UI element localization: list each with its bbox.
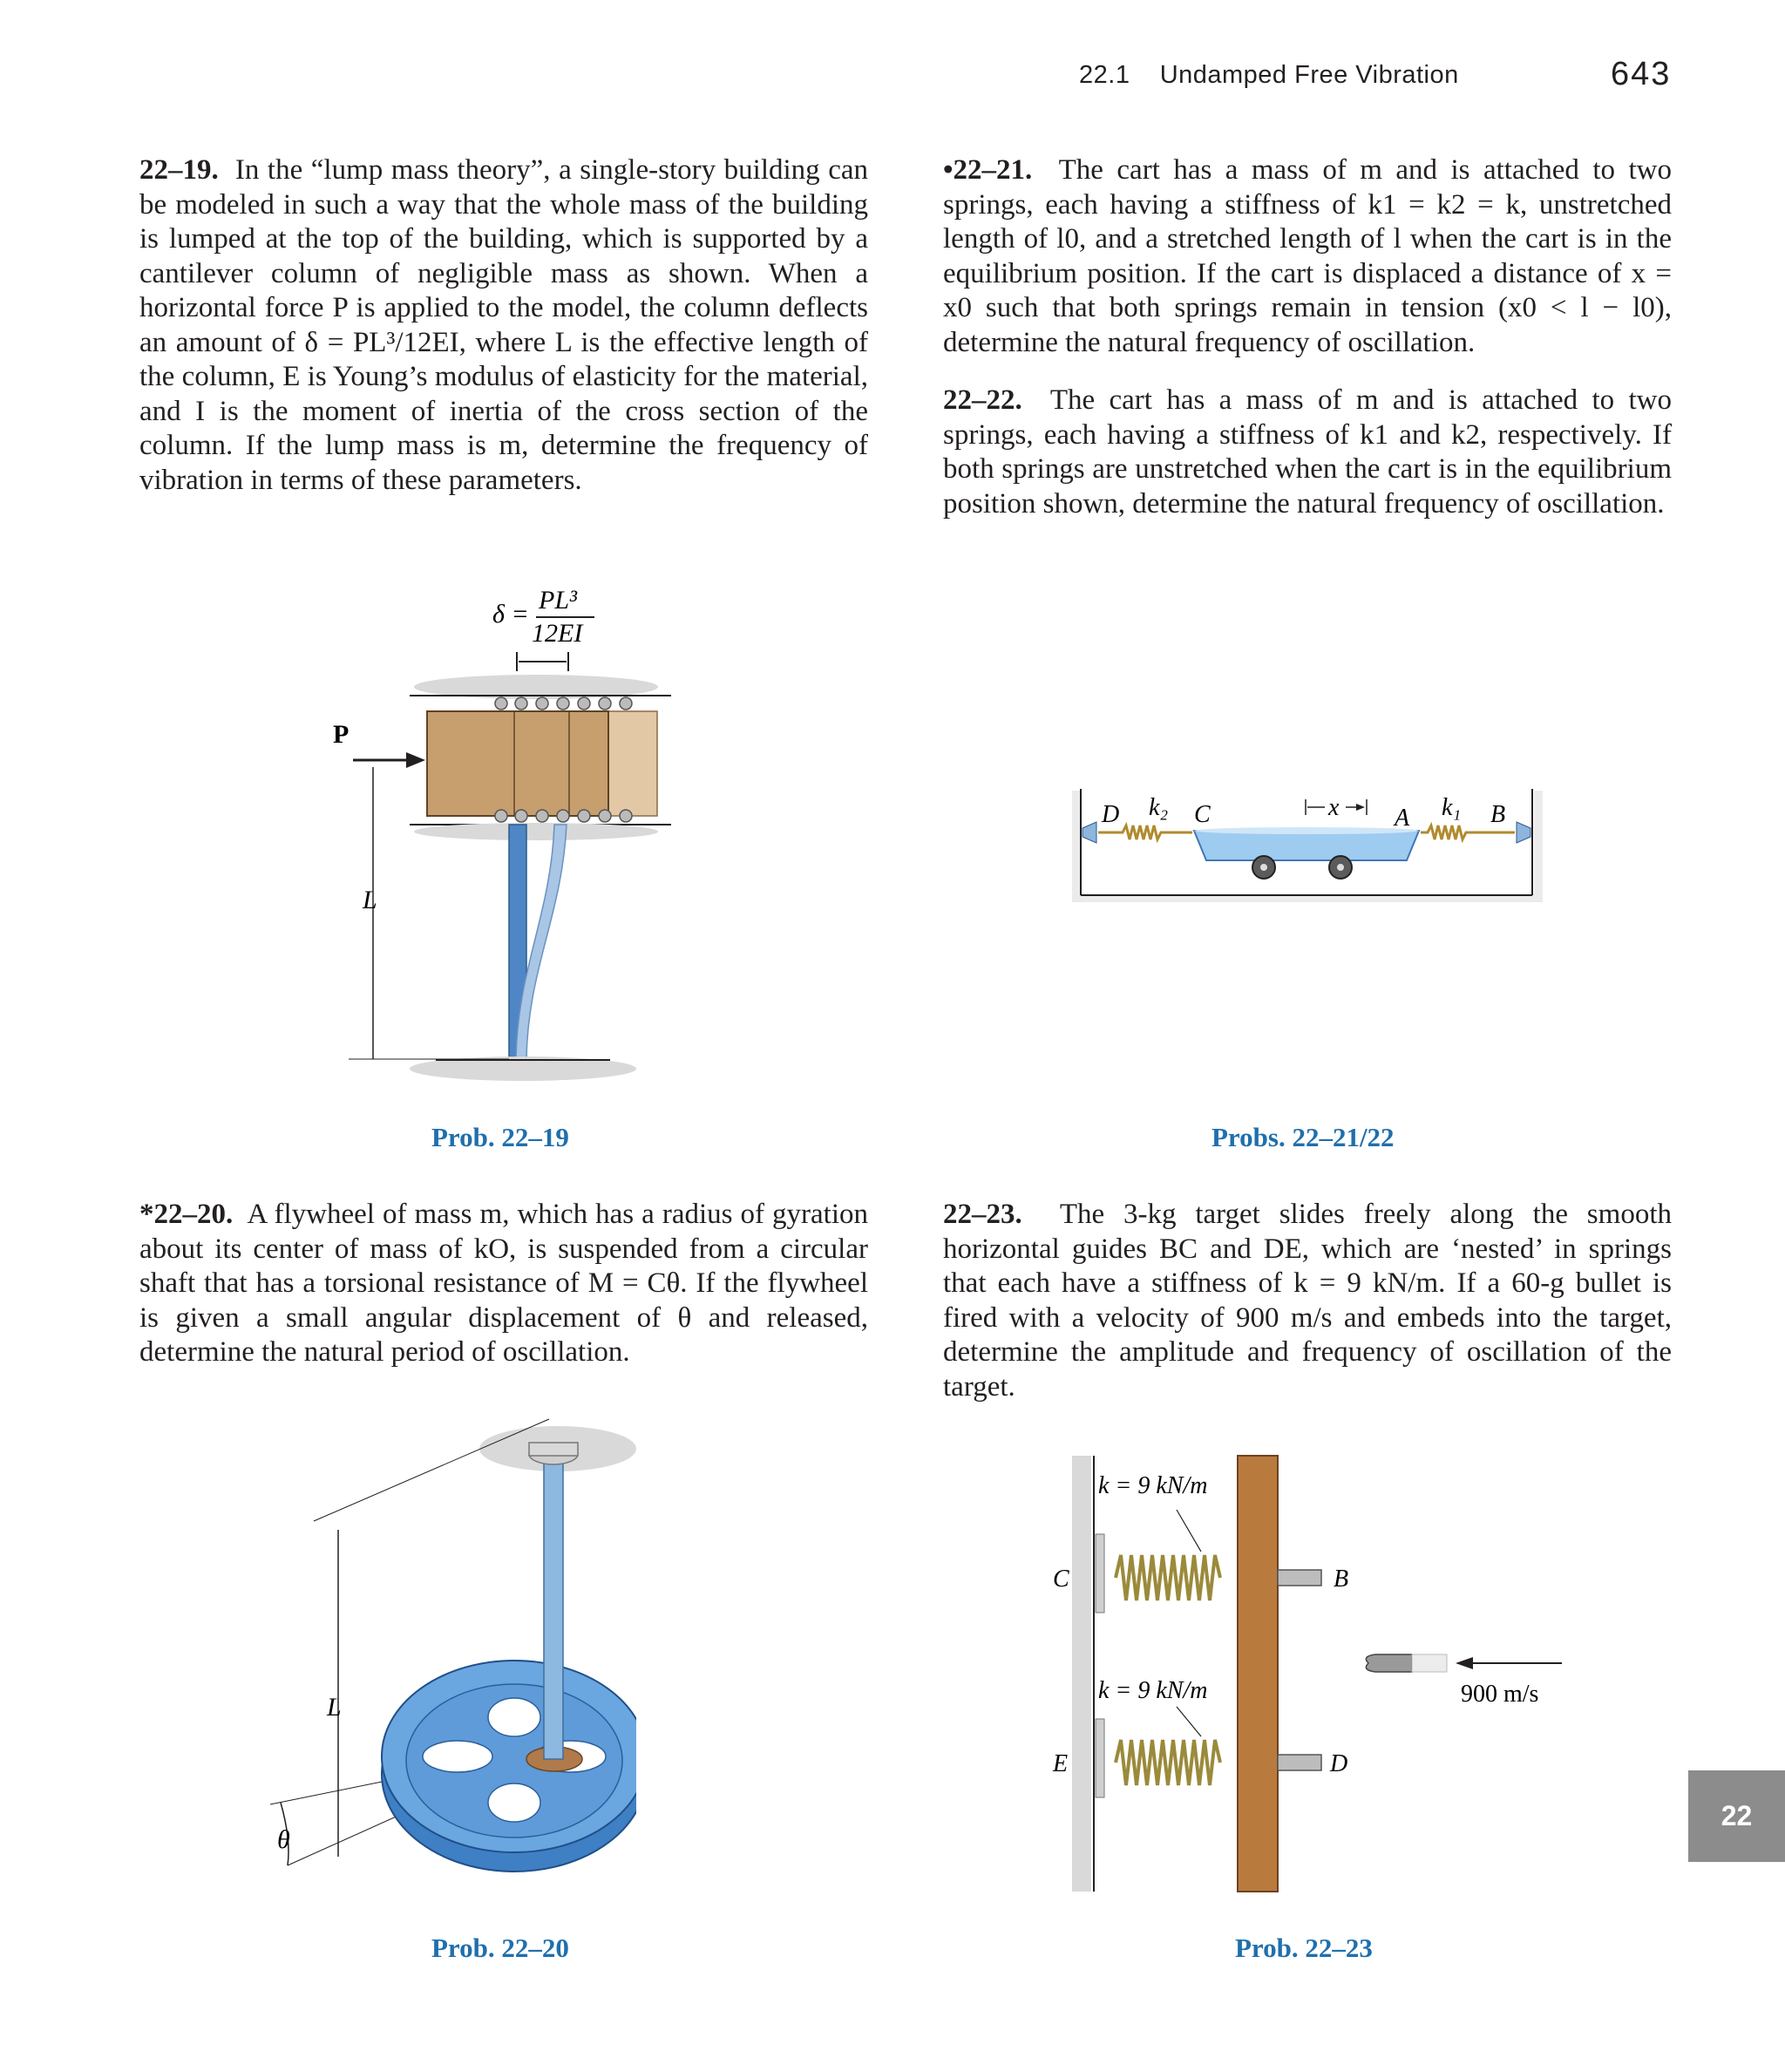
- section-title: Undamped Free Vibration: [1159, 61, 1459, 89]
- wall-shadow: [1072, 1456, 1091, 1892]
- shaft: [544, 1447, 563, 1759]
- force-label: P: [333, 720, 350, 749]
- problem-text: The 3-kg target slides freely along the smooth horizontal guides BC and DE, which are ‘nested’ in springs that each have a stiffness of k = 9 kN/m. If a 60-g bullet is fired with a velocity of 900 m/s and embeds into the target, determine the amplitude and frequency of oscillation of the target.: [943, 1199, 1672, 1403]
- figure-22-21-22: [1055, 780, 1560, 920]
- bottom-slab-shadow: [414, 823, 658, 840]
- force-arrow-head: [406, 752, 425, 768]
- top-rollers: [495, 697, 632, 710]
- label-k1: k₁: [1442, 794, 1462, 821]
- problem-number: •22–21.: [943, 154, 1033, 186]
- figure-22-23: [1046, 1447, 1586, 1900]
- problem-22-20: [139, 1198, 868, 1370]
- wheel-hub: [1337, 864, 1344, 871]
- bullet-trail: [1412, 1654, 1447, 1672]
- length-label: L: [327, 1693, 342, 1722]
- label-C: C: [1053, 1566, 1069, 1593]
- caption-22-21-22: Probs. 22–21/22: [1211, 1122, 1395, 1152]
- spring-label-bottom: k = 9 kN/m: [1098, 1677, 1208, 1704]
- figure-22-19: [314, 584, 697, 1098]
- problem-22-23: [943, 1198, 1672, 1404]
- problem-number: 22–22.: [943, 384, 1022, 416]
- spring-label-top: k = 9 kN/m: [1098, 1472, 1208, 1499]
- section-number: 22.1: [1079, 61, 1130, 89]
- delta-numerator: PL³: [539, 586, 578, 615]
- cart-body: [1194, 831, 1419, 860]
- guide-rod-D: [1278, 1755, 1321, 1770]
- displaced-mass-ghost: [601, 711, 657, 816]
- caption-22-23: Prob. 22–23: [1235, 1933, 1373, 1963]
- guide-mount-C: [1096, 1534, 1104, 1613]
- spoke-hole: [488, 1783, 540, 1822]
- guide-mount-E: [1096, 1719, 1104, 1797]
- length-label: L: [363, 886, 377, 914]
- label-k2: k₂: [1149, 794, 1169, 821]
- caption-22-20: Prob. 22–20: [431, 1933, 569, 1963]
- leader-line-top: [1177, 1510, 1201, 1552]
- velocity-label: 900 m/s: [1461, 1681, 1539, 1708]
- label-E: E: [1053, 1750, 1069, 1777]
- velocity-arrow-head: [1456, 1657, 1473, 1669]
- label-D: D: [1102, 801, 1120, 828]
- problem-number: 22–19.: [139, 154, 219, 186]
- guide-rod-B: [1278, 1570, 1321, 1586]
- problem-22-22: [943, 384, 1672, 521]
- label-A: A: [1395, 805, 1410, 832]
- leader-line-bottom: [1177, 1707, 1201, 1736]
- label-B: B: [1490, 801, 1506, 828]
- wheel-hub: [1260, 864, 1267, 871]
- guide-line-top: [314, 1419, 549, 1521]
- running-header: [1079, 61, 1459, 90]
- label-B: B: [1334, 1566, 1349, 1593]
- spring-bottom: [1116, 1740, 1220, 1785]
- problem-number: *22–20.: [139, 1199, 234, 1230]
- delta-symbol: δ =: [492, 600, 529, 628]
- spoke-hole: [488, 1698, 540, 1736]
- label-C: C: [1194, 801, 1211, 828]
- caption-22-19: Prob. 22–19: [431, 1122, 569, 1152]
- figure-22-20: [261, 1412, 636, 1900]
- problem-22-21: [943, 153, 1672, 360]
- cart-rim: [1194, 827, 1419, 834]
- bullet: [1366, 1654, 1412, 1672]
- spring-top: [1116, 1555, 1220, 1600]
- problem-text: The cart has a mass of m and is attached to two springs, each having a stiffness of k1 and k2, respectively. If both springs are unstretched when the cart is in the equilibrium position shown, determine the natural frequency of oscillation.: [943, 384, 1672, 520]
- problem-text: A flywheel of mass m, which has a radius of gyration about its center of mass of kO, is suspended from a circular shaft that has a torsional resistance of M = Cθ. If the flywheel is given a small angular displacement of θ and released, determine the natural period of oscillation.: [139, 1199, 868, 1368]
- angle-label: θ: [277, 1825, 290, 1854]
- page-number: 643: [1611, 56, 1672, 92]
- lump-mass-block: [427, 711, 608, 816]
- target-board: [1238, 1456, 1278, 1892]
- problem-text: The cart has a mass of m and is attached to two springs, each having a stiffness of k1 = k2 = k, unstretched length of l0, and a stretched length of l when the cart is in the equilibrium position. If the cart is displaced a distance of x = x0 such that both springs remain in tension (x0 < l − l0), determine the natural frequency of oscillation.: [943, 154, 1672, 358]
- label-x: x: [1328, 794, 1340, 821]
- delta-denominator: 12EI: [532, 619, 583, 648]
- label-D: D: [1330, 1750, 1348, 1777]
- shaft-mount: [529, 1443, 578, 1456]
- problem-text: In the “lump mass theory”, a single-story building can be modeled in such a way that the whole mass of the building is lumped at the top of the building, which is supported by a cantilever column of negligible mass as shown. When a horizontal force P is applied to the model, the column deflects an amount of δ = PL³/12EI, where L is the effective length of the column, E is Young’s modulus of elasticity for the material, and I is the moment of inertia of the cross section of the column. If the lump mass is m, determine the frequency of vibration in terms of these parameters.: [139, 154, 868, 496]
- problem-22-19: [139, 153, 868, 498]
- chapter-tab: 22: [1688, 1770, 1785, 1862]
- spoke-hole: [423, 1741, 492, 1772]
- problem-number: 22–23.: [943, 1199, 1022, 1230]
